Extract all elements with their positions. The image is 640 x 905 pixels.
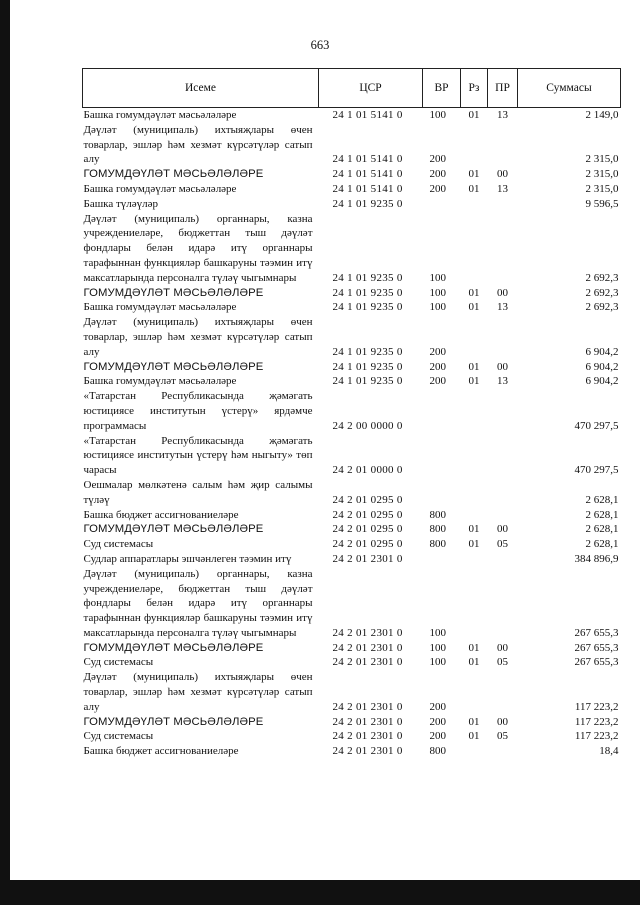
cell-csr: 24 2 01 0295 0: [332, 508, 403, 521]
cell-csr: 24 1 01 9235 0: [332, 375, 403, 388]
cell-vr: 200: [429, 345, 446, 358]
cell-csr: 24 1 01 9235 0: [332, 345, 403, 358]
cell-rz: 01: [468, 168, 480, 181]
header-sum: Суммасы: [518, 69, 621, 108]
cell-name: Дәүләт (муниципаль) ихтыяҗлары өчен товарлар, эшләр һәм хезмәт күрсәтүләр сатып алу: [83, 123, 313, 166]
cell-vr: [423, 197, 461, 212]
table-row: [83, 537, 621, 552]
table-row: [83, 389, 621, 433]
cell-vr: 200: [429, 168, 446, 181]
cell-csr: 24 2 01 2301 0: [332, 656, 403, 669]
cell-sum: 2 692,3: [585, 301, 619, 314]
cell-sum: 2 692,3: [585, 271, 619, 284]
cell-name: ГОМУМДӘҮЛӘТ МӘСЬӘЛӘЛӘРЕ: [83, 715, 264, 728]
cell-vr: 800: [429, 508, 446, 521]
cell-csr: 24 1 01 9235 0: [332, 360, 403, 373]
cell-rz: [461, 670, 488, 714]
cell-sum: 267 655,3: [574, 626, 619, 639]
cell-sum: 2 692,3: [585, 286, 619, 299]
cell-csr: 24 1 01 9235 0: [332, 301, 403, 314]
table-row: [83, 286, 621, 301]
cell-pr: 00: [497, 715, 508, 728]
cell-pr: 05: [497, 730, 508, 743]
cell-rz: 01: [468, 730, 480, 743]
cell-pr: 13: [497, 182, 508, 195]
table-row: [83, 670, 621, 714]
cell-csr: 24 2 01 0295 0: [332, 493, 403, 506]
cell-csr: 24 2 01 2301 0: [332, 641, 403, 654]
cell-name: Башка бюджет ассигнованиеләре: [83, 745, 239, 758]
cell-rz: 01: [468, 641, 480, 654]
cell-csr: 24 2 01 2301 0: [332, 730, 403, 743]
cell-vr: [423, 434, 461, 478]
cell-pr: 05: [497, 656, 508, 669]
cell-rz: 01: [468, 182, 480, 195]
cell-rz: [461, 123, 488, 167]
cell-csr: 24 1 01 5141 0: [332, 182, 403, 195]
cell-pr: 13: [497, 375, 508, 388]
cell-name: Башка гомумдәүләт мәсьәләләре: [83, 109, 237, 121]
cell-pr: [488, 212, 518, 286]
cell-rz: [461, 552, 488, 567]
cell-pr: [488, 567, 518, 641]
cell-pr: [488, 670, 518, 714]
scan-border-left: [0, 0, 10, 905]
cell-sum: 2 628,1: [585, 508, 619, 521]
table-row: [83, 478, 621, 508]
cell-sum: 18,4: [599, 745, 619, 758]
cell-rz: [461, 197, 488, 212]
cell-name: ГОМУМДӘҮЛӘТ МӘСЬӘЛӘЛӘРЕ: [83, 168, 264, 181]
cell-name: ГОМУМДӘҮЛӘТ МӘСЬӘЛӘЛӘРЕ: [83, 286, 264, 299]
table-row: [83, 729, 621, 744]
cell-pr: 00: [497, 286, 508, 299]
cell-name: Оешмалар мөлкәтенә салым һәм җир салымы түләү: [83, 478, 313, 506]
cell-rz: [461, 508, 488, 523]
cell-name: Дәүләт (муниципаль) органнары, казна учреждениеләре, бюджеттан тыш дәүләт фондлары белән идарә итү органнары тарафыннан функцияләр башкаруны тәэмин итү максатларында персоналга түләү чыгымнары: [83, 567, 313, 639]
cell-name: ГОМУМДӘҮЛӘТ МӘСЬӘЛӘЛӘРЕ: [83, 641, 264, 654]
cell-name: Дәүләт (муниципаль) ихтыяҗлары өчен товарлар, эшләр һәм хезмәт күрсәтүләр сатып алу: [83, 316, 313, 358]
cell-vr: 200: [429, 715, 446, 728]
cell-sum: 117 223,2: [574, 700, 619, 713]
cell-sum: 384 896,9: [574, 552, 619, 565]
cell-csr: 24 1 01 9235 0: [332, 286, 403, 299]
cell-pr: 00: [497, 641, 508, 654]
cell-sum: 2 315,0: [585, 182, 619, 195]
cell-vr: [423, 552, 461, 567]
page-number: 663: [310, 38, 330, 52]
budget-table: [82, 68, 621, 759]
cell-sum: 6 904,2: [585, 345, 619, 358]
cell-pr: 05: [497, 538, 508, 551]
cell-name: «Татарстан Республикасында җәмәгать юстициясе институтын үстерү» ярдәмче программасы: [83, 390, 313, 432]
cell-name: ГОМУМДӘҮЛӘТ МӘСЬӘЛӘЛӘРЕ: [83, 523, 264, 536]
cell-pr: [488, 315, 518, 359]
table-row: [83, 300, 621, 315]
cell-csr: 24 2 01 0000 0: [332, 464, 403, 477]
cell-sum: 470 297,5: [574, 464, 619, 477]
cell-pr: 13: [497, 109, 508, 121]
cell-csr: 24 2 01 2301 0: [332, 626, 403, 639]
cell-sum: 2 628,1: [585, 538, 619, 551]
cell-name: Башка түләүләр: [83, 197, 159, 210]
cell-rz: 01: [468, 375, 480, 388]
table-row: [83, 508, 621, 523]
table-row: [83, 567, 621, 641]
table-row: [83, 522, 621, 537]
header-name: Исеме: [83, 69, 319, 108]
cell-rz: [461, 567, 488, 641]
cell-vr: 100: [429, 301, 446, 314]
cell-sum: 2 315,0: [585, 153, 619, 166]
cell-pr: [488, 508, 518, 523]
cell-name: Суд системасы: [83, 730, 154, 743]
header-vr: ВР: [423, 69, 461, 108]
table-row: [83, 744, 621, 759]
cell-vr: 800: [429, 523, 446, 536]
table-row: [83, 212, 621, 286]
cell-vr: 200: [429, 375, 446, 388]
table-row: [83, 315, 621, 359]
cell-csr: 24 2 01 2301 0: [332, 715, 403, 728]
cell-pr: 00: [497, 523, 508, 536]
cell-vr: 200: [429, 730, 446, 743]
cell-csr: 24 2 01 2301 0: [332, 552, 403, 565]
cell-rz: 01: [468, 109, 480, 121]
cell-rz: 01: [468, 360, 480, 373]
cell-vr: [423, 389, 461, 433]
cell-csr: 24 1 01 9235 0: [332, 197, 403, 210]
cell-sum: 2 315,0: [585, 168, 619, 181]
cell-vr: 200: [429, 153, 446, 166]
cell-pr: [488, 434, 518, 478]
cell-csr: 24 2 01 2301 0: [332, 745, 403, 758]
cell-name: Суд системасы: [83, 656, 154, 669]
cell-rz: 01: [468, 301, 480, 314]
cell-rz: [461, 744, 488, 759]
cell-rz: 01: [468, 286, 480, 299]
cell-csr: 24 2 00 0000 0: [332, 419, 403, 432]
cell-rz: 01: [468, 715, 480, 728]
cell-name: Дәүләт (муниципаль) органнары, казна учреждениеләре, бюджеттан тыш дәүләт фондлары белән идарә итү органнары тарафыннан функцияләр башкаруны тәэмин итү максатларында персоналга түләү чыгымнары: [83, 212, 313, 284]
table-row: [83, 182, 621, 197]
cell-name: Башка гомумдәүләт мәсьәләләре: [83, 301, 237, 314]
cell-vr: 100: [429, 641, 446, 654]
cell-rz: 01: [468, 538, 480, 551]
cell-name: Дәүләт (муниципаль) ихтыяҗлары өчен товарлар, эшләр һәм хезмәт күрсәтүләр сатып алу: [83, 671, 313, 713]
cell-vr: 100: [429, 109, 446, 121]
cell-csr: 24 1 01 5141 0: [332, 109, 403, 121]
cell-vr: 100: [429, 271, 446, 284]
table-row: [83, 715, 621, 730]
table-row: [83, 655, 621, 670]
cell-pr: [488, 197, 518, 212]
cell-sum: 117 223,2: [574, 730, 619, 743]
cell-sum: 6 904,2: [585, 375, 619, 388]
cell-vr: 800: [429, 745, 446, 758]
cell-pr: [488, 552, 518, 567]
cell-sum: 267 655,3: [574, 641, 619, 654]
cell-rz: [461, 315, 488, 359]
cell-rz: [461, 212, 488, 286]
cell-sum: 267 655,3: [574, 656, 619, 669]
cell-pr: 13: [497, 301, 508, 314]
cell-rz: [461, 389, 488, 433]
table-row: [83, 123, 621, 167]
header-csr: ЦСР: [319, 69, 423, 108]
table-row: [83, 641, 621, 656]
cell-vr: 200: [429, 182, 446, 195]
cell-csr: 24 2 01 2301 0: [332, 700, 403, 713]
header-rz: Рз: [461, 69, 488, 108]
cell-rz: 01: [468, 523, 480, 536]
cell-name: ГОМУМДӘҮЛӘТ МӘСЬӘЛӘЛӘРЕ: [83, 360, 264, 373]
cell-csr: 24 2 01 0295 0: [332, 523, 403, 536]
cell-pr: 00: [497, 168, 508, 181]
table-row: [83, 374, 621, 389]
cell-csr: 24 2 01 0295 0: [332, 538, 403, 551]
cell-vr: [423, 478, 461, 508]
table-header-row: [83, 69, 621, 108]
cell-sum: 2 628,1: [585, 493, 619, 506]
cell-pr: [488, 389, 518, 433]
cell-name: «Татарстан Республикасында җәмәгать юстициясе институтын үстерү һәм ныгыту» төп чарасы: [83, 434, 313, 477]
cell-pr: 00: [497, 360, 508, 373]
cell-sum: 2 628,1: [585, 523, 619, 536]
cell-sum: 117 223,2: [574, 715, 619, 728]
cell-vr: 800: [429, 538, 446, 551]
cell-pr: [488, 478, 518, 508]
cell-pr: [488, 744, 518, 759]
cell-name: Башка бюджет ассигнованиеләре: [83, 508, 239, 521]
cell-csr: 24 1 01 5141 0: [332, 168, 403, 181]
cell-rz: [461, 434, 488, 478]
cell-csr: 24 1 01 5141 0: [332, 153, 403, 166]
cell-name: Башка гомумдәүләт мәсьәләләре: [83, 182, 237, 195]
cell-pr: [488, 123, 518, 167]
header-pr: ПР: [488, 69, 518, 108]
cell-sum: 2 149,0: [585, 109, 619, 121]
cell-sum: 6 904,2: [585, 360, 619, 373]
table-row: [83, 434, 621, 478]
scan-border-bottom: [0, 880, 640, 905]
table-row: [83, 552, 621, 567]
cell-sum: 9 596,5: [585, 197, 619, 210]
table-row: [83, 108, 621, 123]
cell-vr: 100: [429, 656, 446, 669]
cell-name: Башка гомумдәүләт мәсьәләләре: [83, 375, 237, 388]
cell-vr: 200: [429, 700, 446, 713]
cell-sum: 470 297,5: [574, 419, 619, 432]
cell-vr: 100: [429, 286, 446, 299]
table-row: [83, 167, 621, 182]
cell-name: Судлар аппаратлары эшчәнлеген тәэмин итү: [83, 552, 292, 565]
cell-name: Суд системасы: [83, 538, 154, 551]
cell-vr: 200: [429, 360, 446, 373]
cell-vr: 100: [429, 626, 446, 639]
table-row: [83, 197, 621, 212]
cell-csr: 24 1 01 9235 0: [332, 271, 403, 284]
table-row: [83, 360, 621, 375]
cell-rz: [461, 478, 488, 508]
cell-rz: 01: [468, 656, 480, 669]
